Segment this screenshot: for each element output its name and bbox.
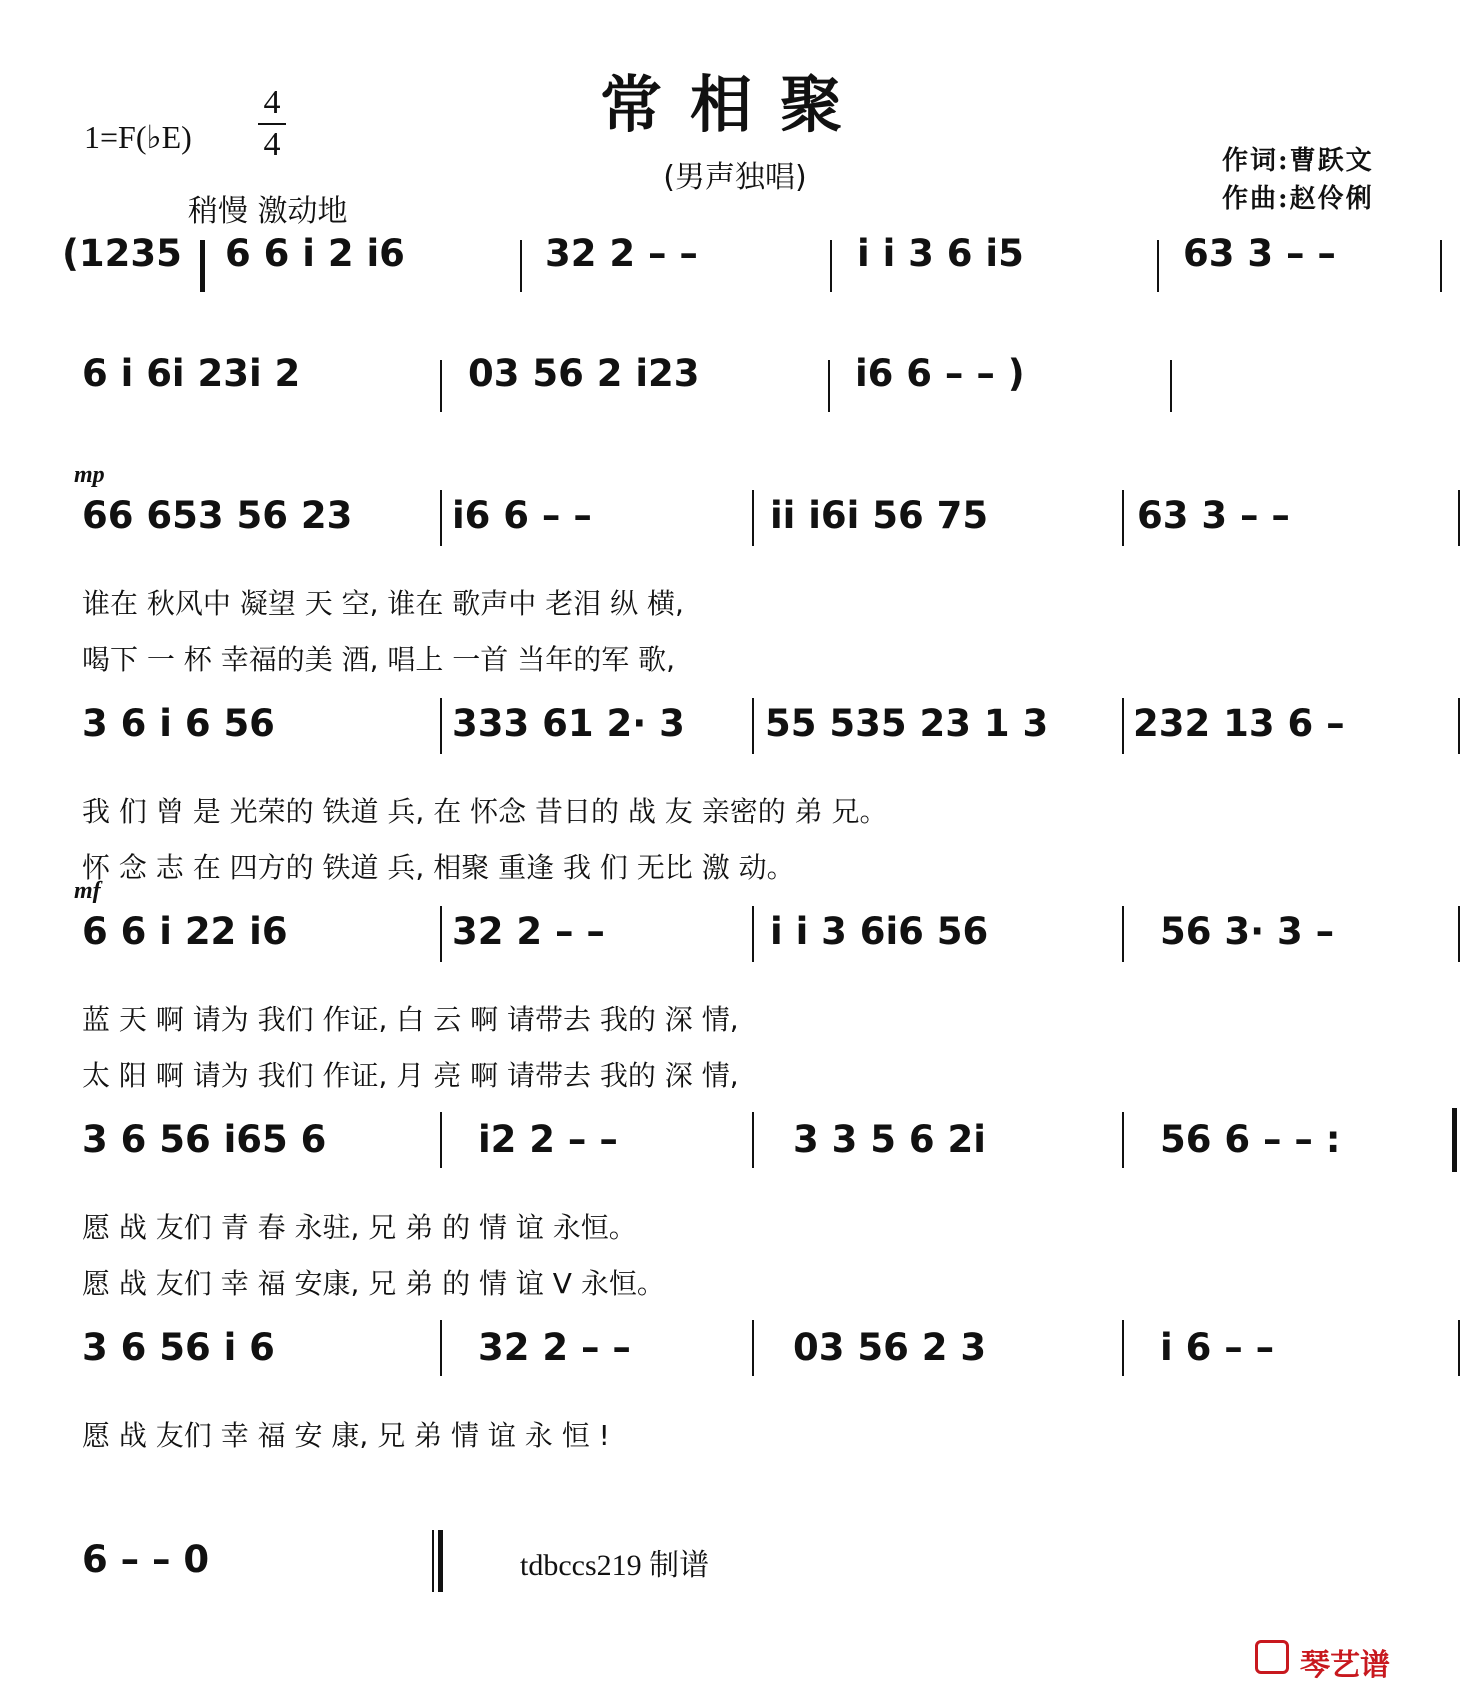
song-title: 常相聚 (599, 68, 870, 141)
repeat-start-barline (200, 240, 205, 292)
barline (1157, 240, 1159, 292)
lyric-line: 我 们 曾 是 光荣的 铁道 兵, 在 怀念 昔日的 战 友 亲密的 弟 兄。 (82, 795, 888, 828)
measure: 3 6 i 6 56 (82, 702, 275, 745)
barline (752, 490, 754, 546)
measure: (1235 (62, 232, 182, 275)
measure: 32 2 – – (452, 910, 605, 953)
measure: 03 56 2 3 (793, 1326, 987, 1369)
barline (1122, 1112, 1124, 1168)
measure: 66 653 56 23 (82, 494, 353, 537)
measure: 6 6 i 2 i6 (225, 232, 405, 275)
barline (752, 1320, 754, 1376)
barline (440, 490, 442, 546)
final-barline-thick (438, 1530, 443, 1592)
barline (1122, 1320, 1124, 1376)
barline (440, 698, 442, 754)
barline (830, 240, 832, 292)
measure: i6 6 – – (452, 494, 592, 537)
time-signature (258, 84, 286, 164)
barline (1458, 698, 1460, 754)
barline (1170, 360, 1172, 412)
qinyipu-logo-icon (1255, 1640, 1289, 1674)
barline (828, 360, 830, 412)
barline (440, 1320, 442, 1376)
measure: 3 6 56 i65 6 (82, 1118, 327, 1161)
measure: i i 3 6i6 56 (770, 910, 989, 953)
barline (1122, 698, 1124, 754)
measure: 32 2 – – (478, 1326, 631, 1369)
time-signature-divider (258, 123, 286, 125)
measure: 56 6 – – : (1160, 1118, 1341, 1161)
barline (440, 1112, 442, 1168)
barline (1440, 240, 1442, 292)
measure: 63 3 – – (1183, 232, 1336, 275)
lyric-line: 愿 战 友们 幸 福 安 康, 兄 弟 情 谊 永 恒 ! (82, 1419, 610, 1452)
barline (440, 360, 442, 412)
measure: 6 – – 0 (82, 1538, 210, 1581)
barline (752, 698, 754, 754)
song-subtitle: (男声独唱) (663, 160, 807, 195)
lyric-line: 喝下 一 杯 幸福的美 酒, 唱上 一首 当年的军 歌, (82, 643, 676, 676)
measure: 55 535 23 1 3 (765, 702, 1049, 745)
measure: i 6 – – (1160, 1326, 1275, 1369)
final-barline-thin (432, 1530, 434, 1592)
measure: i2 2 – – (478, 1118, 618, 1161)
barline (520, 240, 522, 292)
measure: 232 13 6 – (1133, 702, 1345, 745)
measure: i i 3 6 i5 (857, 232, 1024, 275)
key-signature: 1=F(♭E) (84, 119, 192, 155)
barline (752, 906, 754, 962)
measure: i6 6 – – ) (855, 352, 1025, 395)
lyric-line: 太 阳 啊 请为 我们 作证, 月 亮 啊 请带去 我的 深 情, (82, 1059, 739, 1092)
barline (440, 906, 442, 962)
tempo-marking: 稍慢 激动地 (188, 194, 348, 229)
barline (1122, 906, 1124, 962)
measure: ii i6i 56 75 (770, 494, 989, 537)
dynamic-mp: mp (74, 462, 105, 488)
measure: 03 56 2 i23 (468, 352, 700, 395)
lyric-line: 蓝 天 啊 请为 我们 作证, 白 云 啊 请带去 我的 深 情, (82, 1003, 739, 1036)
barline (1458, 1320, 1460, 1376)
dynamic-mf: mf (74, 878, 101, 904)
qinyipu-logo: 琴艺谱 (1300, 1648, 1390, 1683)
measure: 3 3 5 6 2i (793, 1118, 986, 1161)
lyric-line: 谁在 秋风中 凝望 天 空, 谁在 歌声中 老泪 纵 横, (82, 587, 684, 620)
measure: 32 2 – – (545, 232, 698, 275)
barline (1458, 490, 1460, 546)
lyric-line: 愿 战 友们 青 春 永驻, 兄 弟 的 情 谊 永恒。 (82, 1211, 637, 1244)
barline (1458, 906, 1460, 962)
measure: 63 3 – – (1137, 494, 1290, 537)
time-signature-top: 4 (263, 84, 281, 121)
lyricist-credit: 作词:曹跃文 (1222, 146, 1374, 176)
barline (1122, 490, 1124, 546)
composer-credit: 作曲:赵伶俐 (1222, 184, 1374, 214)
time-signature-bottom: 4 (263, 126, 281, 163)
barline (752, 1112, 754, 1168)
measure: 56 3· 3 – (1160, 910, 1335, 953)
measure: 333 61 2· 3 (452, 702, 685, 745)
measure: 3 6 56 i 6 (82, 1326, 275, 1369)
lyric-line: 怀 念 志 在 四方的 铁道 兵, 相聚 重逢 我 们 无比 激 动。 (82, 851, 795, 884)
transcriber-credit: tdbccs219 制谱 (520, 1549, 710, 1582)
measure: 6 6 i 22 i6 (82, 910, 288, 953)
measure: 6 i 6i 23i 2 (82, 352, 301, 395)
lyric-line: 愿 战 友们 幸 福 安康, 兄 弟 的 情 谊 V 永恒。 (82, 1267, 665, 1300)
repeat-end-barline (1452, 1108, 1457, 1172)
